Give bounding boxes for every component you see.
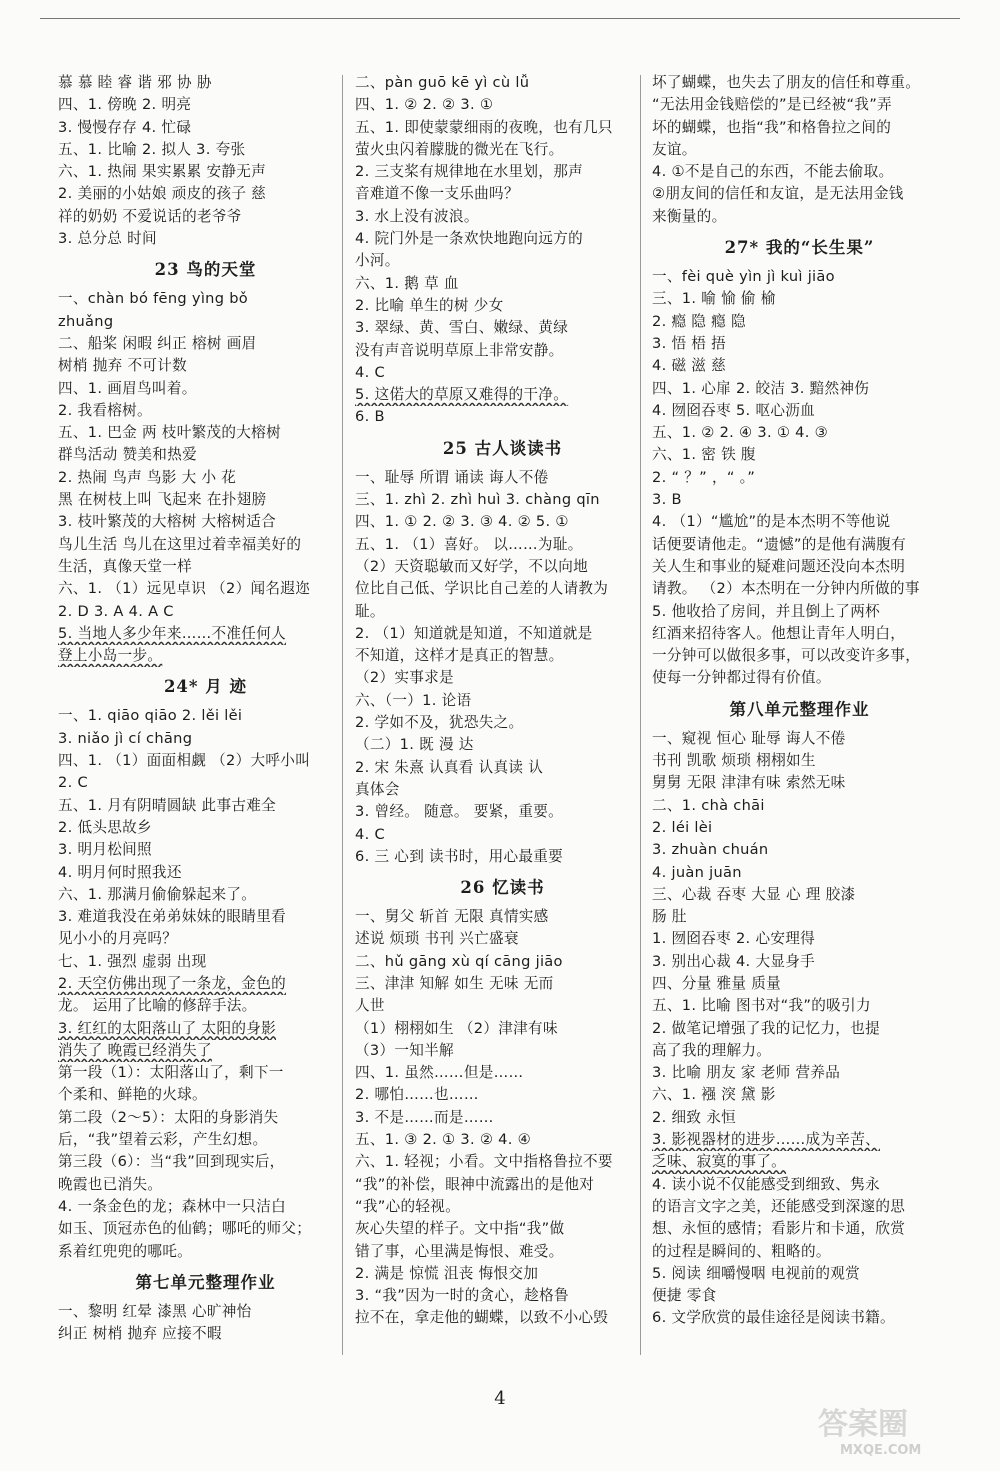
answer-line: 一分钟可以做很多事，可以改变许多事， (652, 647, 921, 665)
answer-line: 4. ①不是自己的东西，不能去偷取。 (652, 163, 894, 181)
answer-line: 使每一分钟都过得有价值。 (652, 669, 831, 687)
section-heading: 第七单元整理作业 (135, 1272, 276, 1292)
answer-line: 3. 比喻 朋友 家 老师 营养品 (652, 1064, 841, 1082)
answer-line: 3. B (652, 491, 682, 509)
answer-line: 4. juàn juān (652, 863, 742, 881)
answer-line: 的过程是瞬间的、粗略的。 (652, 1242, 831, 1260)
answer-line: 4. 一条金色的龙；森林中一只洁白 (58, 1197, 286, 1215)
answer-line: （二）1. 既 漫 达 (355, 736, 474, 754)
answer-line: 四、1. （1）面面相觑 （2）大呼小叫 (58, 752, 311, 770)
answer-line: 3. 总分总 时间 (58, 230, 157, 248)
answer-line: 2. léi lèi (652, 818, 713, 836)
answer-line: “我”心的轻视。 (355, 1197, 461, 1215)
answer-line: 见小小的月亮吗？ (58, 930, 178, 948)
answer-line: 龙。 运用了比喻的修辞手法。 (58, 997, 257, 1015)
answer-line: 2. 做笔记增强了我的记忆力，也提 (652, 1019, 880, 1037)
answer-line: 6. 文学欣赏的最佳途径是阅读书籍。 (652, 1309, 895, 1327)
answer-line: 坏了蝴蝶，也失去了朋友的信任和尊重。 (652, 74, 921, 91)
answer-line: 3. 曾经。 随意。 要紧，重要。 (355, 803, 564, 821)
wavy-underline-text: 消失了 晚霞已经消失了 (58, 1041, 212, 1059)
wavy-underline-text: 5. 当地人多少年来……不准任何人 (58, 624, 286, 642)
section-heading: 第八单元整理作业 (729, 699, 870, 719)
answer-line: 人世 (355, 997, 385, 1015)
answer-line: 2. 哪怕……也…… (355, 1086, 479, 1104)
answer-line: 五、1. 巴金 两 枝叶繁茂的大榕树 (58, 424, 281, 442)
answer-line: 灰心失望的样子。文中指“我”做 (355, 1220, 565, 1238)
answer-line: 音难道不像一支乐曲吗？ (355, 185, 519, 203)
answer-line: 六、1. 襁 湥 黛 影 (652, 1086, 776, 1104)
answer-line: 耻。 (355, 602, 385, 620)
answer-line: 话便要请他走。“遗憾”的是他有满腹有 (652, 535, 907, 553)
answer-line: 小河。 (355, 252, 400, 270)
wavy-underline-text: 登上小岛一步。 (58, 647, 163, 665)
answer-line: 五、1. 比喻 2. 拟人 3. 夸张 (58, 140, 246, 158)
answer-line: 五、1. ② 2. ④ 3. ① 4. ③ (652, 424, 828, 442)
answer-line: 3. 水上没有波浪。 (355, 207, 479, 225)
answer-line: 2. 低头思故乡 (58, 818, 152, 836)
answer-line: 鸟儿生活 鸟儿在这里过着幸福美好的 (58, 535, 302, 553)
answer-line: 六、1. 鹅 草 血 (355, 274, 459, 292)
answer-line: 3. niǎo jì cí chāng (58, 729, 193, 747)
section-heading: 23 鸟的天堂 (154, 260, 257, 280)
answer-line-underlined (652, 1151, 947, 1173)
answer-line: 不知道，这样才是真正的智慧。 (355, 647, 564, 665)
wavy-underline-text: 3. 影视器材的进步……成为辛苦、 (652, 1131, 880, 1149)
answer-line: 六、1. 那满月偷偷躲起来了。 (58, 885, 257, 903)
section-heading: 25 古人谈读书 (442, 438, 563, 458)
answer-line: 2. （1）知道就是知道，不知道就是 (355, 624, 593, 642)
answer-line: 来衡量的。 (652, 207, 727, 225)
answer-line-underlined (58, 1018, 353, 1040)
section-heading: 26 忆读书 (460, 878, 545, 898)
answer-line: 2. 热闹 鸟声 鸟影 大 小 花 (58, 468, 237, 486)
answer-line: 六、1. 轻视；小看。文中指格鲁拉不要 (355, 1153, 613, 1171)
answer-line: 系着红兜兜的哪吒。 (58, 1242, 193, 1260)
answer-column-3 (652, 72, 947, 1330)
answer-line: 一、fèi què yìn jì kuì jiāo (652, 268, 835, 286)
answer-line: 2. C (58, 774, 88, 792)
answer-line: （1）栩栩如生 （2）津津有味 (355, 1019, 558, 1037)
svg-text:答案圈: 答案圈 (818, 1407, 908, 1442)
answer-line: 3. 不是……而是…… (355, 1108, 494, 1126)
answer-line: 舅舅 无限 津津有味 索然无味 (652, 774, 846, 792)
answer-line: 2. D 3. A 4. A C (58, 602, 174, 620)
answer-column-2 (355, 72, 650, 1330)
answer-line-underlined (58, 973, 353, 995)
answer-line: 3. 明月松间照 (58, 841, 152, 859)
answer-line: ②朋友间的信任和友谊，是无法用金钱 (652, 185, 904, 203)
answer-line: 6. B (355, 408, 385, 426)
answer-line: 便捷 零食 (652, 1287, 717, 1305)
answer-line: 七、1. 强烈 虚弱 出现 (58, 952, 207, 970)
answer-line: 4. 读小说不仅能感受到细致、隽永 (652, 1175, 880, 1193)
answer-line: 第一段（1）：太阳落山了，剩下一 (58, 1064, 284, 1082)
answer-line: 六、1. （1）远见卓识 （2）闻名遐迩 (58, 580, 311, 598)
answer-line: 二、1. chà chāi (652, 796, 765, 814)
section-heading: 27* 我的“长生果” (724, 238, 875, 258)
answer-line: 晚霞也已消失。 (58, 1175, 163, 1193)
answer-line: 肠 肚 (652, 908, 687, 926)
answer-line: 3. 慢慢存存 4. 忙碌 (58, 118, 192, 136)
wavy-underline-text: 2. 天空仿佛出现了一条龙，金色的 (58, 974, 286, 992)
answer-line: 三、心裁 吞枣 大显 心 理 胶漆 (652, 885, 856, 903)
page-number: 4 (494, 1388, 506, 1409)
answer-line: 四、1. ② 2. ② 3. ① (355, 96, 494, 114)
answer-line: 六、1. 密 铁 腹 (652, 446, 756, 464)
svg-text:MXQE.COM: MXQE.COM (840, 1443, 922, 1458)
top-rule (40, 18, 960, 19)
answer-line: 三、1. 喻 愉 偷 榆 (652, 290, 776, 308)
answer-line-underlined (58, 645, 353, 667)
answer-line: 红酒来招待客人。他想让青年人明白， (652, 624, 906, 642)
answer-line: 5. 阅读 细嚼慢咽 电视前的观赏 (652, 1264, 861, 1282)
answer-line: 友谊。 (652, 140, 697, 158)
answer-line: （2）天资聪敏而又好学，不以向地 (355, 557, 588, 575)
answer-line: “无法用金钱赔偿的”是已经被“我”弄 (652, 96, 892, 114)
answer-line: 4. 磁 滋 慈 (652, 357, 727, 375)
wavy-underline-text: 5. 这偌大的草原又难得的干净。 (355, 386, 569, 404)
answer-line: 的语言文字之美，还能感受到深邃的思 (652, 1197, 906, 1215)
answer-line: 一、耻辱 所谓 诵读 诲人不倦 (355, 468, 549, 486)
answer-line: 萤火虫闪着朦胧的微光在飞行。 (355, 140, 564, 158)
answer-line-underlined (355, 384, 650, 406)
answer-line: 拉不在，拿走他的蝴蝶，以致不小心毁 (355, 1309, 609, 1327)
answer-line: 3. 枝叶繁茂的大榕树 大榕树适合 (58, 513, 277, 531)
answer-line: 一、舅父 斩首 无限 真情实感 (355, 908, 549, 926)
answer-line: 生活，真像天堂一样 (58, 557, 193, 575)
answer-line: 4. （1）“尴尬”的是本杰明不等他说 (652, 513, 891, 531)
answer-line-underlined (652, 1129, 947, 1151)
answer-line: 祥的奶奶 不爱说话的老爷爷 (58, 207, 242, 225)
answer-line: 述说 烦琐 书刊 兴亡盛衰 (355, 930, 519, 948)
answer-line: 三、津津 知解 如生 无味 无而 (355, 974, 554, 992)
answer-line: 个柔和、鲜艳的火球。 (58, 1086, 207, 1104)
answer-line: 二、船桨 闲暇 纠正 榕树 画眉 (58, 334, 257, 352)
answer-line: 2. 比喻 单生的树 少女 (355, 296, 504, 314)
answer-line: 四、1. 画眉鸟叫着。 (58, 379, 197, 397)
answer-line: 四、分量 雅量 质量 (652, 974, 782, 992)
answer-line-underlined (58, 1040, 353, 1062)
answer-line: 2. 我看榕树。 (58, 401, 152, 419)
answer-line: 2. 学如不及，犹恐失之。 (355, 714, 524, 732)
answer-line: 3. 别出心裁 4. 大显身手 (652, 952, 816, 970)
answer-line: 五、1. （1）喜好。 以……为耻。 (355, 535, 583, 553)
answer-line: 一、黎明 红晕 漆黑 心旷神怡 (58, 1302, 252, 1320)
answer-line: 五、1. ③ 2. ① 3. ② 4. ④ (355, 1131, 531, 1149)
answer-line: 书刊 凯歌 烦琐 栩栩如生 (652, 752, 816, 770)
answer-line: 六、（一）1. 论语 (355, 691, 472, 709)
answer-line: “我”的补偿，眼神中流露出的是他对 (355, 1175, 595, 1193)
answer-line: 4. 院门外是一条欢快地跑向远方的 (355, 230, 583, 248)
answer-line: 一、chàn bó fēng yìng bǒ (58, 290, 249, 308)
answer-line: 位比自己低、学识比自己差的人请教为 (355, 580, 609, 598)
answer-line: 第三段（6）：当“我”回到现实后， (58, 1153, 285, 1171)
answer-line: 关人生和事业的疑难问题还没向本杰明 (652, 557, 906, 575)
answer-line: 三、1. zhì 2. zhì huì 3. chàng qīn (355, 491, 600, 509)
answer-line: 四、1. 心扉 2. 皎洁 3. 黯然神伤 (652, 379, 870, 397)
answer-line-underlined (58, 623, 353, 645)
answer-line: 2. 满是 惊慌 沮丧 悔恨交加 (355, 1264, 539, 1282)
answer-line: 群鸟活动 赞美和热爱 (58, 446, 197, 464)
answer-line: 六、1. 热闹 果实累累 安静无声 (58, 163, 267, 181)
answer-line: 3. 悟 梧 捂 (652, 334, 727, 352)
answer-line: （3）一知半解 (355, 1041, 454, 1059)
answer-line: 2. 宋 朱熹 认真看 认真读 认 (355, 758, 544, 776)
answer-line: 第二段（2～5）：太阳的身影消失 (58, 1108, 279, 1126)
answer-line: 高了我的理解力。 (652, 1041, 772, 1059)
answer-line: 4. 囫囵吞枣 5. 呕心沥血 (652, 401, 816, 419)
answer-line: 坏的蝴蝶，也指“我”和格鲁拉之间的 (652, 118, 892, 136)
answer-line: 2. 瘾 隐 瘾 隐 (652, 312, 746, 330)
answer-line: 错了事，心里满是悔恨、难受。 (355, 1242, 564, 1260)
answer-line: 3. “我”因为一时的贪心，趁格鲁 (355, 1287, 569, 1305)
answer-line: 四、1. 傍晚 2. 明亮 (58, 96, 192, 114)
answer-line: 纠正 树梢 抛弃 应接不暇 (58, 1325, 222, 1343)
wavy-underline-text: 3. 红红的太阳落山了 太阳的身影 (58, 1019, 277, 1037)
answer-line: 慕 慕 睦 睿 谐 邪 协 胁 (58, 74, 212, 91)
wavy-underline-text: 乏味、寂寞的事了。 (652, 1153, 787, 1171)
answer-line: 黑 在树枝上叫 飞起来 在扑翅膀 (58, 491, 267, 509)
answer-line: 二、hǔ gāng xù qí cāng jiāo (355, 952, 563, 970)
answer-line: 4. C (355, 825, 385, 843)
answer-line: 五、1. 月有阴晴圆缺 此事古难全 (58, 796, 277, 814)
answer-line: 2. “ ？” ，“ 。” (652, 468, 756, 486)
answer-line: 真体会 (355, 780, 400, 798)
answer-line: 四、1. 虽然……但是…… (355, 1064, 524, 1082)
answer-line: 请教。 （2）本杰明在一分钟内所做的事 (652, 580, 920, 598)
answer-line: 树梢 抛弃 不可计数 (58, 357, 188, 375)
answer-line: 5. 他收拾了房间，并且倒上了两杯 (652, 602, 880, 620)
answer-line: zhuǎng (58, 312, 114, 330)
answer-line: 3. 难道我没在弟弟妹妹的眼睛里看 (58, 908, 286, 926)
answer-line: 4. 明月何时照我还 (58, 863, 182, 881)
answer-line: 2. 三支桨有规律地在水里划，那声 (355, 163, 583, 181)
answer-line: 没有声音说明草原上非常安静。 (355, 341, 564, 359)
answer-line: 四、1. ① 2. ② 3. ③ 4. ② 5. ① (355, 513, 569, 531)
answer-line: 如玉、顶冠赤色的仙鹤；哪吒的师父； (58, 1220, 312, 1238)
answer-line: 五、1. 即使蒙蒙细雨的夜晚，也有几只 (355, 118, 613, 136)
answer-line: 2. 细致 永恒 (652, 1108, 736, 1126)
answer-column-1 (58, 72, 353, 1345)
section-heading: 24* 月 迹 (163, 677, 248, 697)
watermark-logo (810, 1400, 980, 1460)
answer-line: （2）实事求是 (355, 669, 454, 687)
answer-line: 后，“我”望着云彩，产生幻想。 (58, 1131, 268, 1149)
answer-line: 4. C (355, 363, 385, 381)
answer-line: 3. 翠绿、黄、雪白、嫩绿、黄绿 (355, 319, 569, 337)
answer-line: 二、pàn guō kē yì cù lǚ (355, 74, 530, 91)
answer-line: 一、1. qiāo qiāo 2. lěi lěi (58, 707, 243, 725)
answer-line: 五、1. 比喻 图书对“我”的吸引力 (652, 997, 871, 1015)
answer-line: 3. zhuàn chuán (652, 841, 769, 859)
answer-line: 一、窥视 恒心 耻辱 诲人不倦 (652, 729, 846, 747)
answer-line: 2. 美丽的小姑娘 顽皮的孩子 慈 (58, 185, 267, 203)
answer-line: 想、永恒的感情；看影片和卡通，欣赏 (652, 1220, 906, 1238)
answer-line: 6. 三 心到 读书时，用心最重要 (355, 847, 564, 865)
answer-line: 1. 囫囵吞枣 2. 心安理得 (652, 930, 816, 948)
